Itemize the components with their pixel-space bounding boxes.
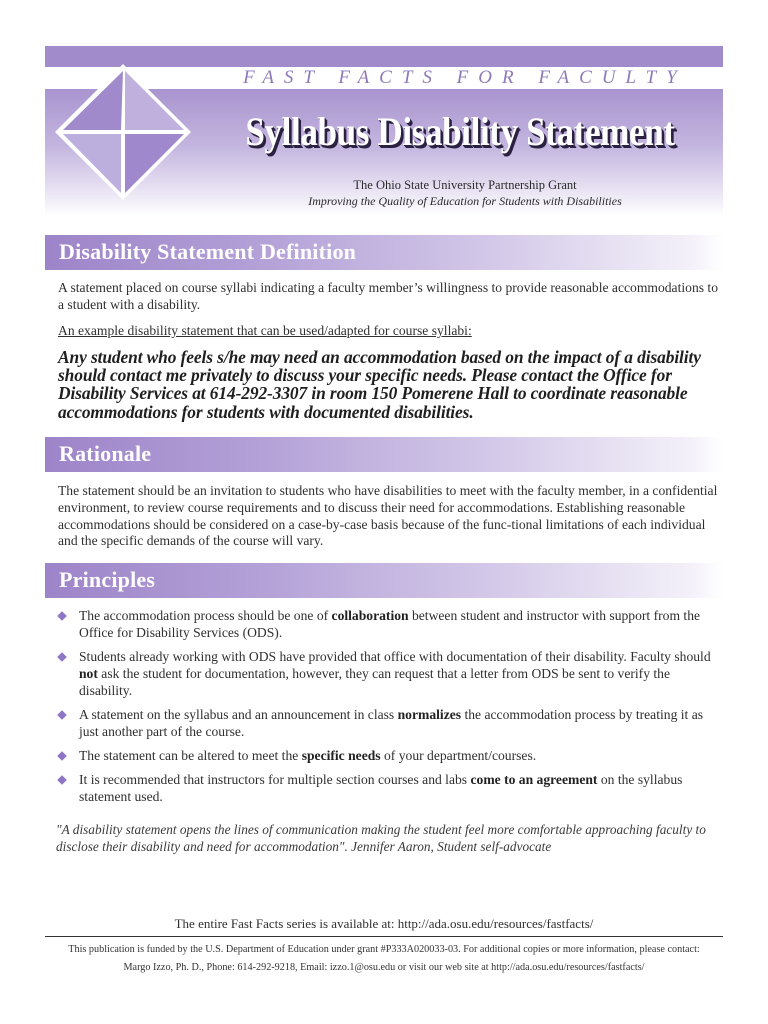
item-text: It is recommended that instructors for multiple section courses and labs <box>79 772 471 788</box>
section-header-definition <box>45 235 723 270</box>
list-item <box>56 772 726 806</box>
series-link[interactable]: The entire Fast Facts series is available at: http://ada.osu.edu/resources/fastfacts/ <box>174 916 594 931</box>
list-item <box>56 707 726 741</box>
diamond-bullet-icon <box>57 776 67 786</box>
tagline: Improving the Quality of Education for Students with Disabilities <box>308 194 622 208</box>
example-statement: Any student who feels s/he may need an accommodation based on the impact of a disability should contact me privately to discuss your specific needs. Please contact the Office for Disability Services at 614-292-3307 in room 150 Pomerene Hall to coordinate reasonable accommodations for students with documented disabilities. <box>58 347 701 422</box>
item-text: ask the student for documentation, however, they can request that a letter from ODS be sent to verify the disability. <box>79 665 670 698</box>
student-quote: "A disability statement opens the lines of communication making the student feel more comfortable approaching faculty to disclose their disability and need for accommodation". Jennifer Aaron, Student self-advocate <box>56 822 706 854</box>
section-title: Rationale <box>59 441 152 466</box>
item-emphasis: specific needs <box>301 748 381 764</box>
section-header-principles <box>45 563 723 598</box>
principles-list <box>56 608 726 813</box>
series-label: FAST FACTS FOR FACULTY <box>243 67 687 88</box>
item-text: the accommodation process by treating it as just another part of the course. <box>79 706 704 739</box>
diamond-bullet-icon <box>57 652 67 662</box>
diamond-bullet-icon <box>57 611 67 621</box>
item-text: A statement on the syllabus and an announcement in class <box>79 706 398 722</box>
document-title: Syllabus Disability Statement <box>245 109 675 154</box>
item-text: on the syllabus statement used. <box>79 772 683 805</box>
item-emphasis: collaboration <box>331 608 409 623</box>
section-title: Principles <box>59 567 156 592</box>
organization-name: The Ohio State University Partnership Grant <box>353 178 577 192</box>
definition-paragraph: A statement placed on course syllabi indicating a faculty member’s willingness to provide reasonable accommodations to a student with a disability. <box>58 280 718 312</box>
example-intro: An example disability statement that can be used/adapted for course syllabi: <box>58 323 472 338</box>
footer-divider <box>45 936 723 937</box>
item-text: Students already working with ODS have provided that office with documentation of their disability. Faculty should <box>79 649 711 665</box>
list-item <box>56 649 726 699</box>
list-item <box>56 608 726 642</box>
contact-info: Margo Izzo, Ph. D., Phone: 614-292-9218, Email: izzo.1@osu.edu or visit our web site at http://ada.osu.edu/resources/fastfacts/ <box>123 962 645 973</box>
item-text: between student and instructor with support from the Office for Disability Services (ODS). <box>79 608 701 640</box>
funding-notice: This publication is funded by the U.S. Department of Education under grant #P333A020033-03. For additional copies or more information, please contact: <box>68 944 700 955</box>
item-emphasis: normalizes <box>397 706 462 722</box>
item-text: The statement can be altered to meet the <box>79 748 302 764</box>
diamond-bullet-icon <box>57 710 67 720</box>
item-emphasis: not <box>79 665 98 681</box>
diamond-bullet-icon <box>57 751 67 761</box>
item-emphasis: come to an agreement <box>470 772 598 788</box>
diamond-quadrant-logo-icon <box>53 62 193 202</box>
rationale-paragraph: The statement should be an invitation to students who have disabilities to meet with the faculty member, in a confidential environment, to review course requirements and to discuss their need for accommodations. Establishing reasonable accommodations should be considered on a case-by-case basis because of the func-tional limitations of each individual and the specific demands of the course will vary. <box>58 483 718 549</box>
item-text: of your department/courses. <box>380 748 537 764</box>
section-header-rationale <box>45 437 723 472</box>
list-item <box>56 748 726 765</box>
item-text: The accommodation process should be one of <box>79 608 332 623</box>
section-title: Disability Statement Definition <box>59 239 357 264</box>
